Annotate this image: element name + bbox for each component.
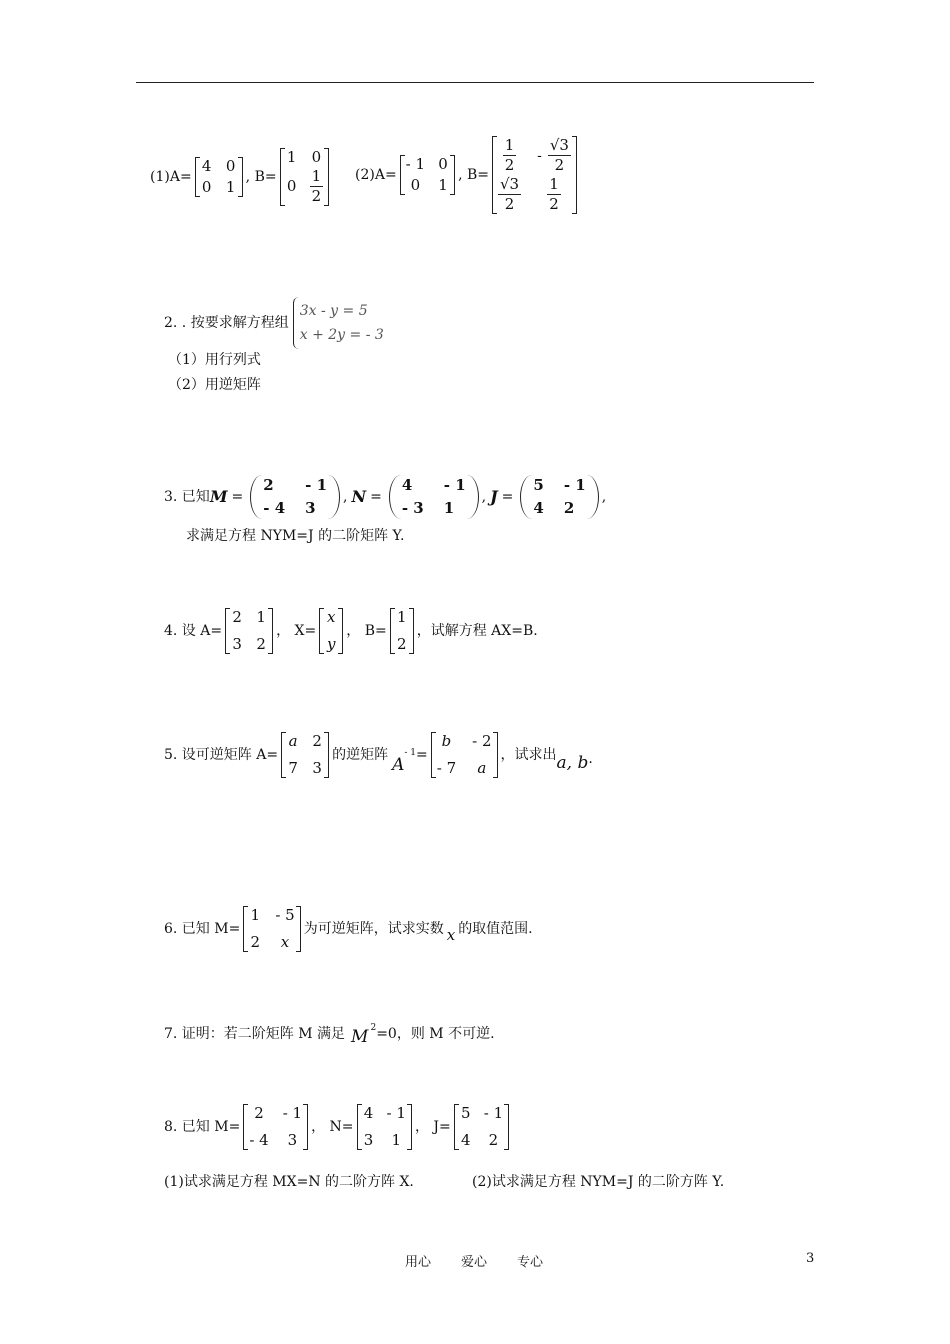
matrix-cell: 2: [312, 732, 322, 750]
matrix-cell: 3: [232, 635, 242, 653]
matrix-cell: x: [280, 933, 290, 951]
question-2: [164, 297, 390, 349]
question-5: [164, 732, 593, 778]
q3-n-symbol: N: [351, 487, 367, 506]
matrix-cell: 2: [263, 476, 274, 494]
matrix-cell: - 1: [405, 155, 426, 173]
q8-matrix-j: [454, 1104, 509, 1150]
q8-j-label: ， J=: [414, 1119, 451, 1135]
matrix-cell: - 7: [436, 759, 457, 777]
matrix-cell: 0: [201, 178, 212, 196]
matrix-cell: 4: [401, 476, 413, 494]
fraction-denominator: 2: [311, 187, 322, 205]
q5-matrix-a: [281, 732, 329, 778]
q3-m-symbol: M: [209, 487, 228, 506]
q3-j-symbol: J: [490, 487, 498, 506]
question-8: [164, 1104, 512, 1150]
q6-prefix: 6. 已知 M=: [164, 921, 241, 937]
question-3: [164, 475, 606, 519]
matrix-cell: - 3: [401, 499, 424, 517]
comma: ,: [601, 489, 607, 505]
q7-prefix: 7. 证明：若二阶矩阵 M 满足: [164, 1025, 346, 1042]
matrix-cell: 2: [563, 499, 575, 517]
fraction: [547, 177, 561, 212]
header-rule: [136, 82, 814, 83]
q1-p1-label: (1)A=: [150, 169, 192, 185]
fraction: [498, 177, 521, 212]
matrix-cell: - 5: [275, 906, 295, 924]
matrix-cell: x: [327, 608, 336, 626]
matrix-cell: 2: [232, 608, 242, 626]
matrix-cell: 3: [312, 759, 322, 777]
question-7: [164, 1023, 495, 1047]
q4-b-label: ， B=: [346, 623, 387, 639]
q3-matrix-j: [520, 475, 598, 519]
q7-suffix: =0，则 M 不可逆.: [376, 1025, 495, 1042]
fraction-numerator: 1: [549, 175, 559, 193]
q4-matrix-b: [390, 608, 414, 654]
question-6: [164, 906, 533, 952]
comma: ,: [481, 489, 487, 505]
fraction-denominator: 2: [504, 156, 515, 174]
fraction-numerator: 1: [311, 167, 322, 185]
matrix-cell: 4: [201, 157, 212, 175]
matrix-cell: - 1: [443, 476, 466, 494]
q4-x-label: ， X=: [276, 623, 317, 639]
matrix-cell: - 1: [386, 1104, 406, 1122]
q4-prefix: 4. 设 A=: [164, 623, 223, 639]
matrix-cell: - 1: [282, 1104, 303, 1122]
footer-text-1: 用心: [405, 1255, 432, 1270]
q8-prefix: 8. 已知 M=: [164, 1119, 241, 1135]
matrix-cell: 1: [438, 176, 448, 194]
q8-sub-1: (1)试求满足方程 MX=N 的二阶方阵 X.: [164, 1174, 414, 1190]
q1-p2-matrix-a: [400, 155, 455, 195]
equals-sign: =: [231, 489, 244, 505]
matrix-cell: y: [327, 635, 336, 653]
q1-p2-matrix-b: [492, 136, 577, 214]
q2-prefix: 2. . 按要求解方程组: [164, 315, 289, 331]
q1-p1-matrix-b: [280, 148, 330, 206]
matrix-cell: 3: [363, 1131, 374, 1149]
fraction-denominator: 2: [549, 195, 559, 213]
matrix-cell: a: [288, 732, 298, 750]
q4-suffix: ，试解方程 AX=B.: [416, 623, 538, 639]
matrix-cell: 1: [396, 608, 407, 626]
matrix-cell: 0: [311, 148, 322, 166]
matrix-cell: 1: [256, 608, 266, 626]
matrix-cell: 1: [391, 1131, 401, 1149]
question-1-part-1: [150, 148, 332, 206]
matrix-cell: 5: [533, 476, 544, 494]
negative-fraction: [537, 138, 571, 173]
matrix-cell: - 2: [472, 732, 492, 750]
q8-matrix-n: [357, 1104, 412, 1150]
matrix-cell: a: [477, 759, 487, 777]
equation-2: x + 2y = - 3: [299, 327, 384, 343]
matrix-cell: 2: [256, 635, 266, 653]
minus-sign: -: [537, 147, 542, 164]
q1-p2-label: (2)A=: [355, 167, 397, 183]
q3-line-2: 求满足方程 NYM=J 的二阶矩阵 Y.: [186, 528, 405, 544]
question-1-part-2: [355, 136, 580, 214]
q3-matrix-m: [250, 475, 340, 519]
page-number: 3: [806, 1251, 815, 1266]
q8-sub-2: (2)试求满足方程 NYM=J 的二阶方阵 Y.: [472, 1174, 725, 1190]
matrix-cell: 3: [287, 1131, 298, 1149]
q1-p2-b-label: , B=: [458, 167, 489, 183]
fraction: [548, 138, 571, 173]
comma: ,: [343, 489, 348, 505]
matrix-cell: 2: [396, 635, 407, 653]
fraction-numerator: √3: [499, 175, 520, 193]
matrix-cell: 0: [225, 157, 236, 175]
q8-matrix-m: [243, 1104, 308, 1150]
matrix-cell: 0: [286, 177, 297, 195]
question-4: [164, 608, 538, 654]
q5-superscript: - 1: [404, 747, 417, 758]
matrix-cell: 1: [286, 148, 297, 166]
matrix-cell: - 1: [305, 476, 328, 494]
matrix-cell: 1: [443, 499, 455, 517]
matrix-cell: 4: [460, 1131, 471, 1149]
matrix-cell: 0: [410, 176, 421, 194]
matrix-cell: 3: [305, 499, 316, 517]
q4-matrix-a: [225, 608, 273, 654]
fraction-denominator: 2: [554, 156, 565, 174]
fraction-denominator: 2: [504, 195, 515, 213]
q5-vars: a, b: [556, 752, 589, 773]
q3-matrix-n: [389, 475, 479, 519]
q7-superscript: 2: [370, 1023, 377, 1033]
footer-text-2: 爱心: [461, 1255, 488, 1270]
q6-matrix-m: [243, 906, 300, 952]
matrix-cell: b: [441, 732, 452, 750]
equation-1: 3x - y = 5: [299, 303, 368, 319]
footer-text-3: 专心: [517, 1255, 544, 1270]
fraction-numerator: 1: [504, 136, 515, 154]
fraction-numerator: √3: [549, 136, 569, 154]
q1-p1-matrix-a: [195, 157, 243, 197]
matrix-cell: - 1: [563, 476, 586, 494]
matrix-cell: 5: [460, 1104, 471, 1122]
equals-sign: =: [501, 489, 514, 505]
matrix-cell: 1: [250, 906, 261, 924]
q6-var: x: [446, 925, 456, 944]
matrix-cell: - 4: [249, 1131, 269, 1149]
q4-matrix-x: [319, 608, 343, 654]
q7-m-symbol: M: [351, 1027, 369, 1047]
matrix-cell: 2: [250, 933, 261, 951]
equals-sign: =: [416, 747, 428, 763]
fraction: [310, 169, 324, 204]
q5-prefix: 5. 设可逆矩阵 A=: [164, 747, 279, 763]
q2-item-1: （1）用行列式: [168, 352, 261, 368]
matrix-cell: 4: [363, 1104, 374, 1122]
period: .: [588, 751, 593, 767]
q5-mid: 的逆矩阵: [332, 747, 389, 763]
q6-suffix: 的取值范围.: [458, 921, 533, 937]
q5-matrix-inverse: [431, 732, 498, 778]
fraction: [503, 138, 517, 173]
matrix-cell: 2: [254, 1104, 264, 1122]
q8-n-label: ， N=: [311, 1119, 354, 1135]
q6-mid: 为可逆矩阵，试求实数: [303, 921, 444, 937]
q2-item-2: （2）用逆矩阵: [168, 377, 261, 393]
matrix-cell: 2: [488, 1131, 499, 1149]
matrix-cell: - 4: [263, 499, 286, 517]
matrix-cell: - 1: [483, 1104, 504, 1122]
equals-sign: =: [370, 489, 382, 505]
q3-prefix: 3. 已知: [164, 489, 210, 505]
matrix-cell: 0: [438, 155, 448, 173]
matrix-cell: 4: [533, 499, 544, 517]
q1-p1-b-label: , B=: [245, 169, 277, 185]
matrix-cell: 7: [288, 759, 298, 777]
equation-system: [293, 297, 390, 349]
q5-suffix: ，试求出: [500, 747, 557, 763]
q5-a-inverse-symbol: A: [392, 754, 405, 775]
matrix-cell: 1: [225, 178, 236, 196]
